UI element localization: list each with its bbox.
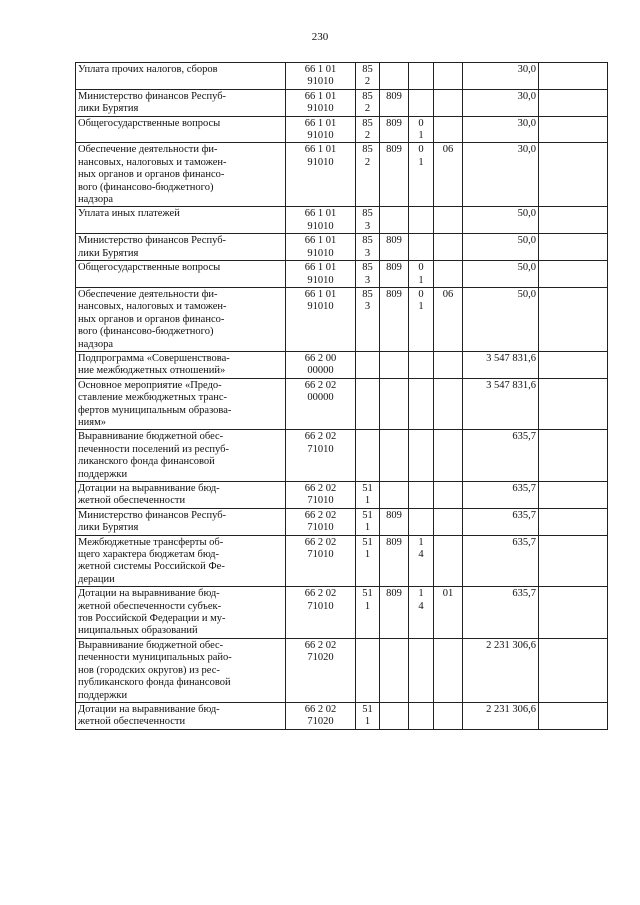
budget-table — [75, 62, 608, 730]
expense-type-code: 85 2 — [356, 143, 380, 207]
empty-cell — [539, 351, 608, 378]
subsection-code — [434, 430, 463, 482]
amount-value: 2 231 306,6 — [463, 702, 539, 729]
subsection-code: 06 — [434, 287, 463, 351]
table-row — [76, 702, 608, 729]
expense-type-code: 85 3 — [356, 261, 380, 288]
subsection-code — [434, 508, 463, 535]
expense-type-code: 51 1 — [356, 535, 380, 587]
target-article-code: 66 1 01 91010 — [286, 287, 356, 351]
section-code: 1 4 — [409, 587, 434, 639]
row-name-cell: Дотации на выравнивание бюд- жетной обеспеченности — [76, 702, 286, 729]
row-name-cell: Уплата иных платежей — [76, 207, 286, 234]
subsection-code — [434, 351, 463, 378]
row-name-cell: Подпрограмма «Совершенствова- ние межбюджетных отношений» — [76, 351, 286, 378]
amount-value: 30,0 — [463, 116, 539, 143]
empty-cell — [539, 535, 608, 587]
table-row — [76, 261, 608, 288]
empty-cell — [539, 430, 608, 482]
table-body — [76, 63, 608, 730]
section-code — [409, 234, 434, 261]
department-code — [380, 638, 409, 702]
table-row — [76, 430, 608, 482]
table-row — [76, 638, 608, 702]
row-name-cell: Обеспечение деятельности фи- нансовых, налоговых и таможен- ных органов и органов финансо- вого (финансово-бюджетного) надзора — [76, 287, 286, 351]
table-row — [76, 351, 608, 378]
section-code — [409, 207, 434, 234]
row-name-cell: Обеспечение деятельности фи- нансовых, налоговых и таможен- ных органов и органов финансо- вого (финансово-бюджетного) надзора — [76, 143, 286, 207]
expense-type-code: 51 1 — [356, 508, 380, 535]
subsection-code: 01 — [434, 587, 463, 639]
empty-cell — [539, 143, 608, 207]
department-code: 809 — [380, 535, 409, 587]
amount-value: 50,0 — [463, 234, 539, 261]
department-code: 809 — [380, 508, 409, 535]
section-code — [409, 638, 434, 702]
subsection-code — [434, 63, 463, 90]
section-code — [409, 351, 434, 378]
empty-cell — [539, 638, 608, 702]
section-code: 0 1 — [409, 287, 434, 351]
department-code: 809 — [380, 261, 409, 288]
empty-cell — [539, 207, 608, 234]
subsection-code — [434, 261, 463, 288]
department-code: 809 — [380, 89, 409, 116]
target-article-code: 66 2 02 00000 — [286, 378, 356, 430]
amount-value: 50,0 — [463, 207, 539, 234]
page-number: 230 — [311, 31, 329, 43]
table-row — [76, 143, 608, 207]
target-article-code: 66 1 01 91010 — [286, 143, 356, 207]
empty-cell — [539, 702, 608, 729]
row-name-cell: Общегосударственные вопросы — [76, 116, 286, 143]
table-row — [76, 89, 608, 116]
table-row — [76, 116, 608, 143]
table-row — [76, 535, 608, 587]
target-article-code: 66 2 02 71010 — [286, 587, 356, 639]
row-name-cell: Министерство финансов Респуб- лики Бурятия — [76, 508, 286, 535]
subsection-code — [434, 89, 463, 116]
empty-cell — [539, 378, 608, 430]
target-article-code: 66 2 02 71020 — [286, 638, 356, 702]
empty-cell — [539, 287, 608, 351]
table-row — [76, 63, 608, 90]
table-row — [76, 287, 608, 351]
row-name-cell: Межбюджетные трансферты об- щего характера бюджетам бюд- жетной системы Российской Фе- дерации — [76, 535, 286, 587]
section-code: 0 1 — [409, 261, 434, 288]
expense-type-code: 85 2 — [356, 63, 380, 90]
row-name-cell: Уплата прочих налогов, сборов — [76, 63, 286, 90]
department-code — [380, 702, 409, 729]
department-code: 809 — [380, 116, 409, 143]
row-name-cell: Общегосударственные вопросы — [76, 261, 286, 288]
section-code: 0 1 — [409, 143, 434, 207]
target-article-code: 66 1 01 91010 — [286, 261, 356, 288]
section-code: 0 1 — [409, 116, 434, 143]
subsection-code — [434, 116, 463, 143]
amount-value: 30,0 — [463, 63, 539, 90]
empty-cell — [539, 482, 608, 509]
target-article-code: 66 2 02 71010 — [286, 482, 356, 509]
target-article-code: 66 1 01 91010 — [286, 116, 356, 143]
row-name-cell: Выравнивание бюджетной обес- печенности поселений из респуб- ликанского фонда финансовой поддержки — [76, 430, 286, 482]
table-row — [76, 482, 608, 509]
subsection-code — [434, 234, 463, 261]
expense-type-code: 51 1 — [356, 587, 380, 639]
department-code: 809 — [380, 143, 409, 207]
subsection-code: 06 — [434, 143, 463, 207]
target-article-code: 66 2 02 71010 — [286, 430, 356, 482]
section-code — [409, 63, 434, 90]
expense-type-code — [356, 638, 380, 702]
department-code — [380, 351, 409, 378]
department-code — [380, 482, 409, 509]
row-name-cell: Министерство финансов Респуб- лики Бурятия — [76, 234, 286, 261]
department-code: 809 — [380, 234, 409, 261]
target-article-code: 66 2 02 71010 — [286, 508, 356, 535]
amount-value: 635,7 — [463, 482, 539, 509]
empty-cell — [539, 63, 608, 90]
section-code — [409, 378, 434, 430]
target-article-code: 66 1 01 91010 — [286, 207, 356, 234]
empty-cell — [539, 261, 608, 288]
expense-type-code: 51 1 — [356, 482, 380, 509]
empty-cell — [539, 234, 608, 261]
section-code — [409, 508, 434, 535]
expense-type-code — [356, 351, 380, 378]
row-name-cell: Дотации на выравнивание бюд- жетной обеспеченности — [76, 482, 286, 509]
amount-value: 635,7 — [463, 535, 539, 587]
amount-value: 635,7 — [463, 508, 539, 535]
subsection-code — [434, 535, 463, 587]
table-row — [76, 508, 608, 535]
department-code — [380, 207, 409, 234]
subsection-code — [434, 207, 463, 234]
section-code — [409, 702, 434, 729]
section-code — [409, 482, 434, 509]
section-code — [409, 89, 434, 116]
row-name-cell: Основное мероприятие «Предо- ставление межбюджетных транс- фертов муниципальным образова- ниям» — [76, 378, 286, 430]
subsection-code — [434, 378, 463, 430]
expense-type-code: 85 2 — [356, 89, 380, 116]
amount-value: 3 547 831,6 — [463, 378, 539, 430]
expense-type-code — [356, 430, 380, 482]
target-article-code: 66 1 01 91010 — [286, 63, 356, 90]
target-article-code: 66 1 01 91010 — [286, 89, 356, 116]
expense-type-code: 85 2 — [356, 116, 380, 143]
section-code: 1 4 — [409, 535, 434, 587]
empty-cell — [539, 508, 608, 535]
table-row — [76, 378, 608, 430]
department-code — [380, 430, 409, 482]
expense-type-code: 85 3 — [356, 234, 380, 261]
department-code — [380, 378, 409, 430]
target-article-code: 66 2 00 00000 — [286, 351, 356, 378]
row-name-cell: Дотации на выравнивание бюд- жетной обеспеченности субъек- тов Российской Федерации и му- ниципальных образований — [76, 587, 286, 639]
expense-type-code: 51 1 — [356, 702, 380, 729]
amount-value: 30,0 — [463, 89, 539, 116]
expense-type-code: 85 3 — [356, 287, 380, 351]
expense-type-code — [356, 378, 380, 430]
empty-cell — [539, 89, 608, 116]
amount-value: 30,0 — [463, 143, 539, 207]
empty-cell — [539, 116, 608, 143]
target-article-code: 66 2 02 71020 — [286, 702, 356, 729]
table-row — [76, 234, 608, 261]
expense-type-code: 85 3 — [356, 207, 380, 234]
row-name-cell: Выравнивание бюджетной обес- печенности муниципальных райо- нов (городских округов) из рес- публиканского фонда финансовой поддержки — [76, 638, 286, 702]
department-code: 809 — [380, 587, 409, 639]
department-code — [380, 63, 409, 90]
section-code — [409, 430, 434, 482]
table-row — [76, 207, 608, 234]
amount-value: 3 547 831,6 — [463, 351, 539, 378]
subsection-code — [434, 702, 463, 729]
subsection-code — [434, 482, 463, 509]
amount-value: 2 231 306,6 — [463, 638, 539, 702]
department-code: 809 — [380, 287, 409, 351]
amount-value: 635,7 — [463, 587, 539, 639]
target-article-code: 66 1 01 91010 — [286, 234, 356, 261]
row-name-cell: Министерство финансов Респуб- лики Бурятия — [76, 89, 286, 116]
amount-value: 50,0 — [463, 287, 539, 351]
amount-value: 50,0 — [463, 261, 539, 288]
empty-cell — [539, 587, 608, 639]
table-row — [76, 587, 608, 639]
target-article-code: 66 2 02 71010 — [286, 535, 356, 587]
subsection-code — [434, 638, 463, 702]
amount-value: 635,7 — [463, 430, 539, 482]
